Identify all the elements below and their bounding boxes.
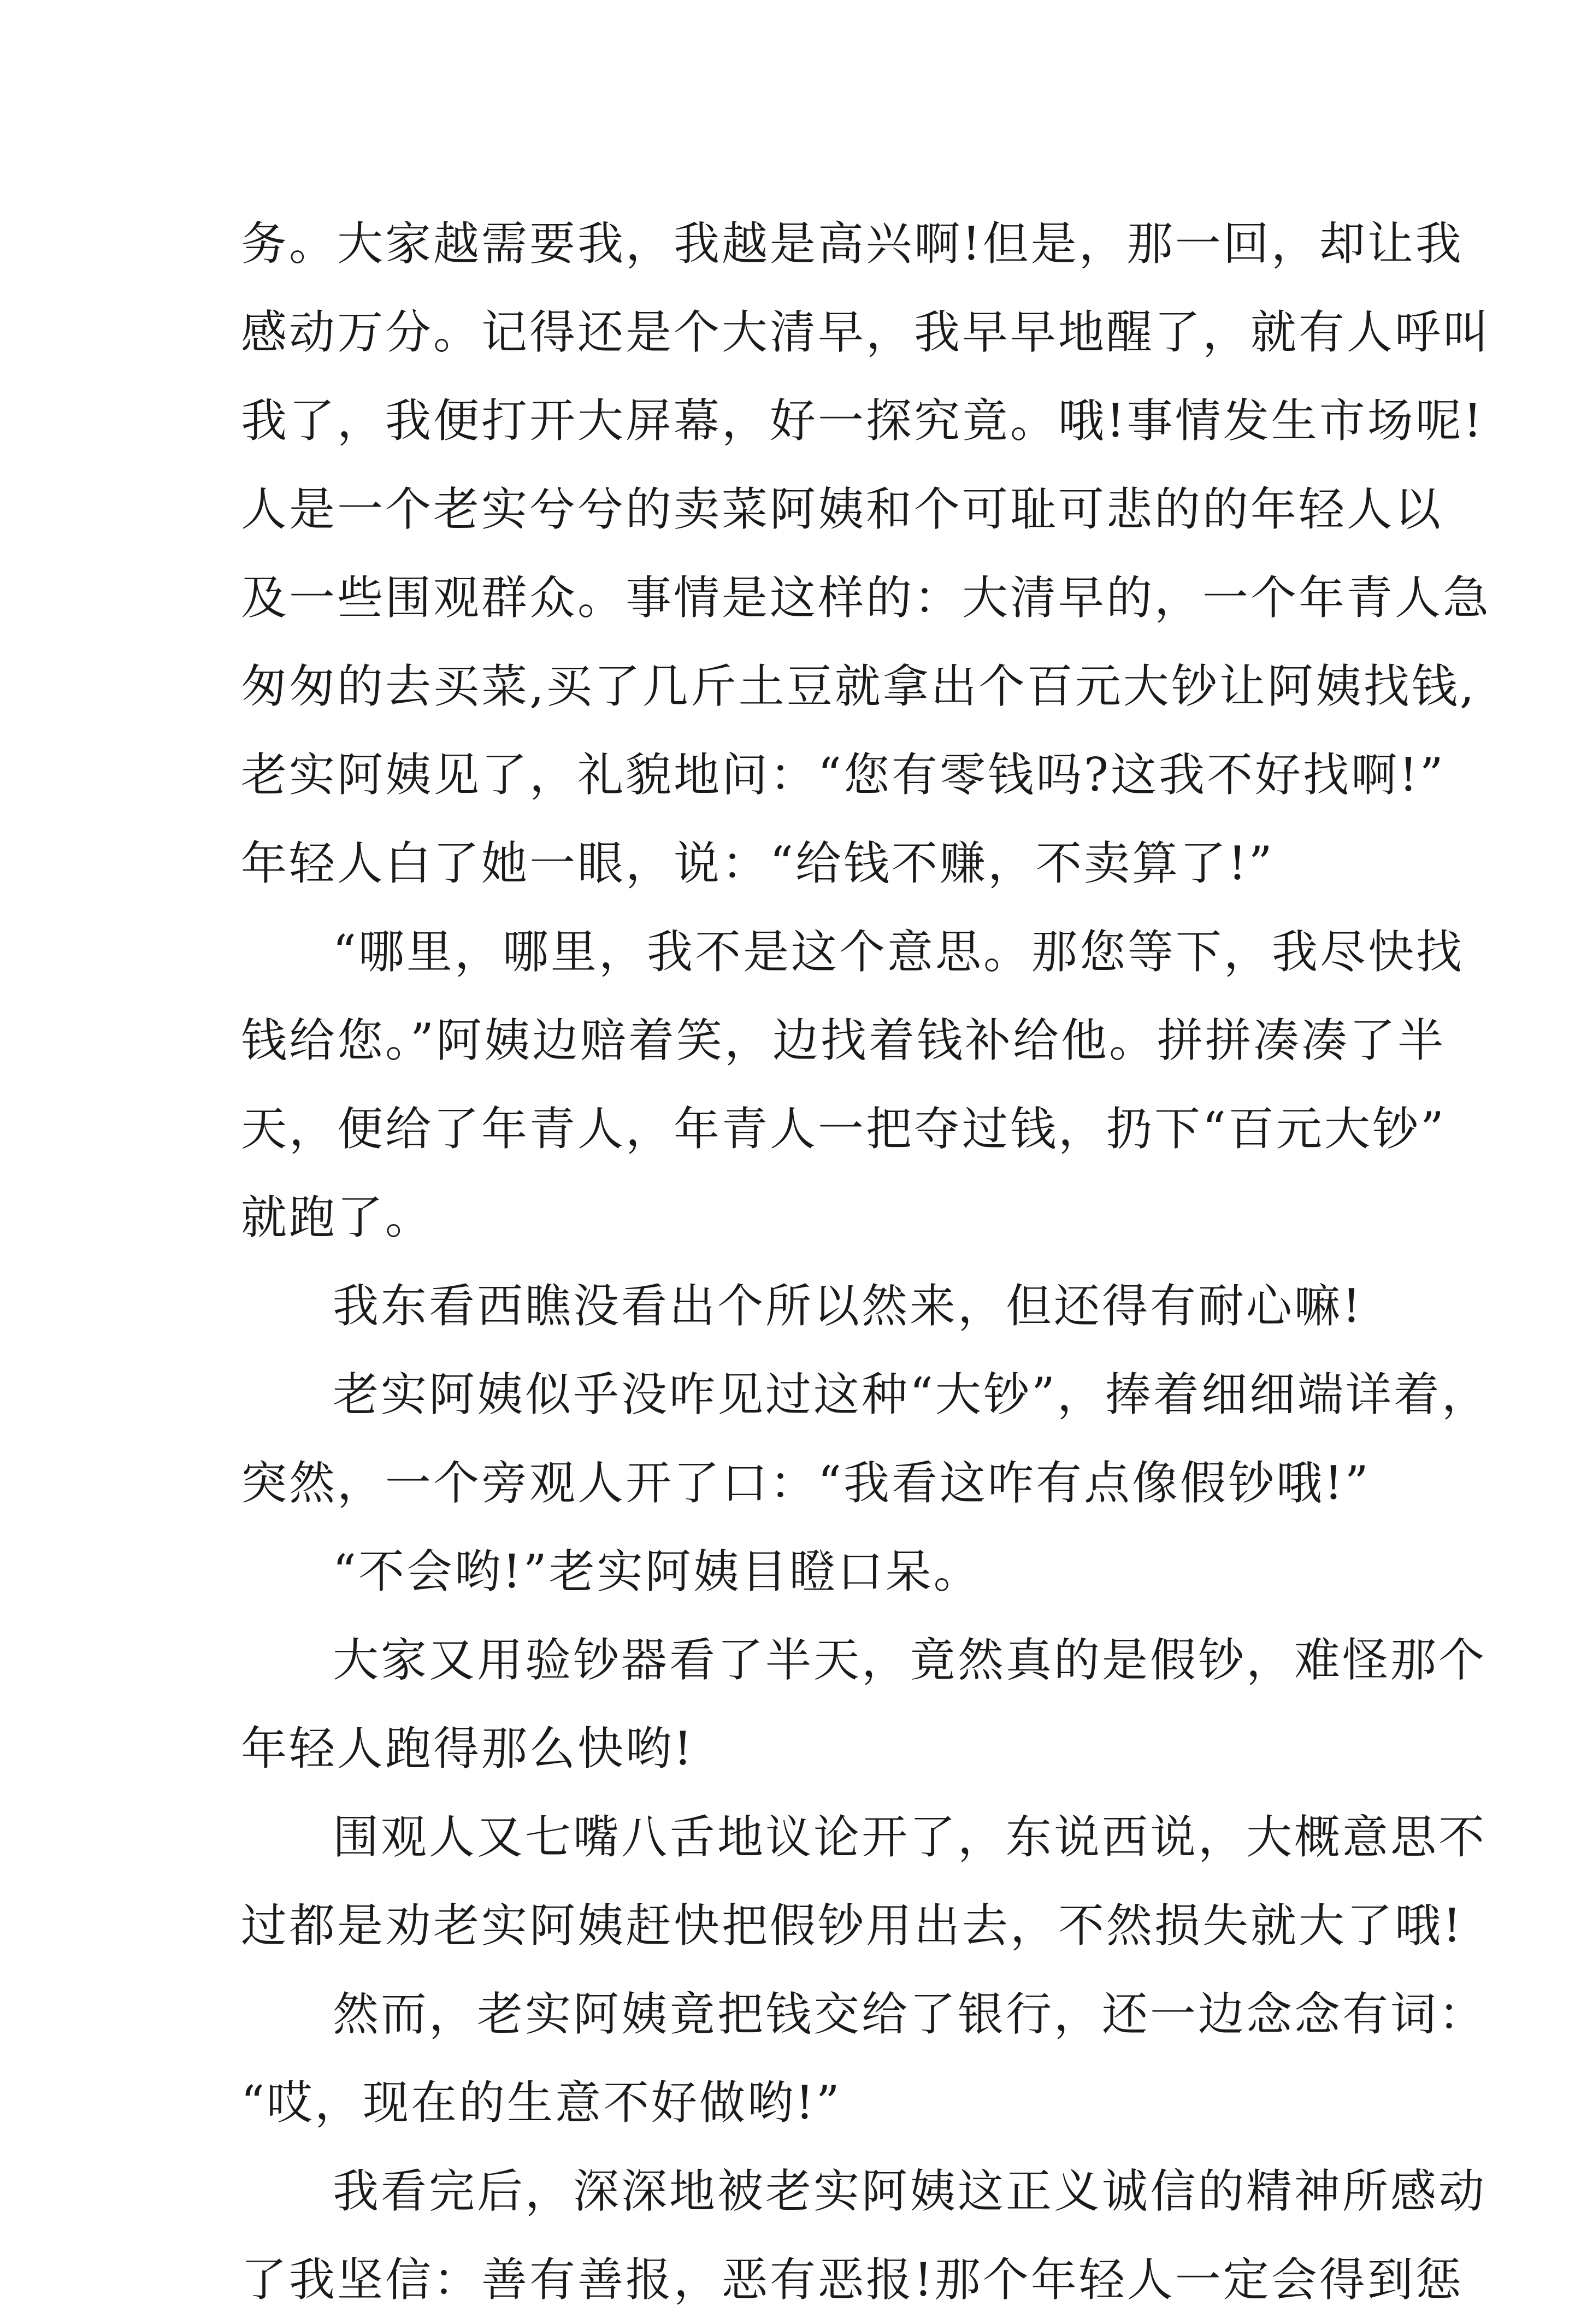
text-line: 匆匆的去买菜,买了几斤土豆就拿出个百元大钞让阿姨找钱, (241, 660, 1477, 713)
text-line: “不会哟!”老实阿姨目瞪口呆。 (333, 1545, 982, 1598)
text-line: 老实阿姨见了，礼貌地问：“您有零钱吗?这我不好找啊!” (241, 748, 1446, 802)
text-line: 及一些围观群众。事情是这样的：大清早的，一个年青人急 (241, 571, 1491, 625)
text-line: 天，便给了年青人，年青人一把夺过钱，扔下“百元大钞” (241, 1102, 1446, 1156)
text-line: 大家又用验钞器看了半天，竟然真的是假钞，难怪那个 (333, 1633, 1487, 1687)
text-line: 务。大家越需要我，我越是高兴啊!但是，那一回，却让我 (241, 217, 1464, 270)
text-line: 我看完后，深深地被老实阿姨这正义诚信的精神所感动 (333, 2164, 1487, 2218)
text-line: 突然，一个旁观人开了口：“我看这咋有点像假钞哦!” (241, 1456, 1371, 1510)
text-line: 围观人又七嘴八舌地议论开了，东说西说，大概意思不 (333, 1810, 1487, 1864)
text-line: 我东看西瞧没看出个所以然来，但还得有耐心嘛! (333, 1279, 1363, 1333)
text-line: 然而，老实阿姨竟把钱交给了银行，还一边念念有词： (333, 1987, 1487, 2041)
text-line: 老实阿姨似乎没咋见过这种“大钞”，捧着细细端详着， (333, 1368, 1490, 1421)
text-line: 过都是劝老实阿姨赶快把假钞用出去，不然损失就大了哦! (241, 1899, 1464, 1952)
text-line: 就跑了。 (241, 1191, 434, 1244)
text-line: 年轻人跑得那么快哟! (241, 1722, 694, 1775)
text-line: 了我坚信：善有善报，恶有恶报!那个年轻人一定会得到惩 (241, 2253, 1464, 2307)
document-body (241, 199, 1491, 2324)
text-line: 钱给您。”阿姨边赔着笑，边找着钱补给他。拼拼凑凑了半 (241, 1014, 1446, 1067)
text-line: 感动万分。记得还是个大清早，我早早地醒了，就有人呼叫 (241, 305, 1491, 359)
text-line: 年轻人白了她一眼，说：“给钱不赚，不卖算了!” (241, 837, 1275, 890)
text-line: “哪里，哪里，我不是这个意思。那您等下，我尽快找 (333, 925, 1464, 979)
text-line: “哎，现在的生意不好做哟!” (241, 2076, 842, 2129)
text-line: 人是一个老实兮兮的卖菜阿姨和个可耻可悲的的年轻人以 (241, 483, 1443, 536)
text-line: 我了，我便打开大屏幕，好一探究竟。哦!事情发生市场呢! (241, 394, 1484, 448)
